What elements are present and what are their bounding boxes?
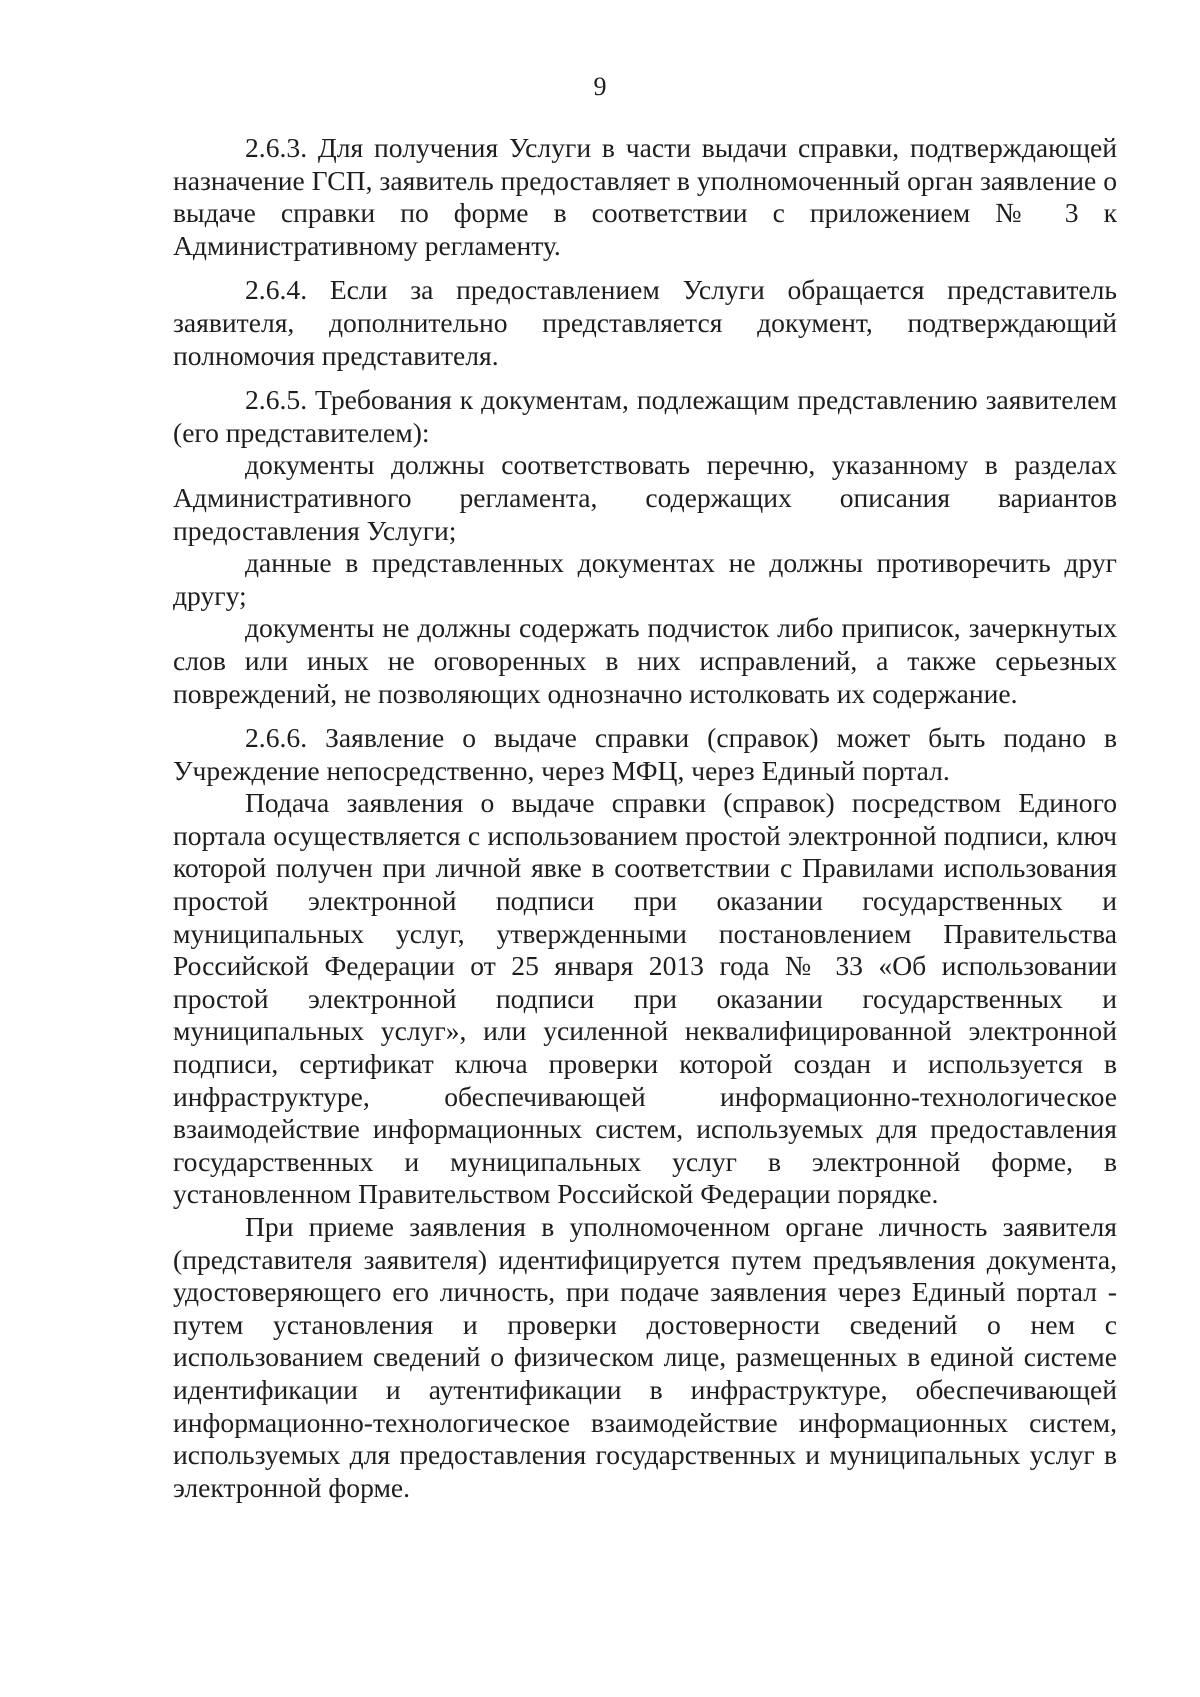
requirement-item-1: документы должны соответствовать перечню, указанному в разделах Административного регламента, содержащих описания вариантов предоставления Услуги; [173,449,1117,546]
page-number: 9 [593,72,607,101]
paragraph-2-6-6: 2.6.6. Заявление о выдаче справки (справок) может быть подано в Учреждение непосредственно, через МФЦ, через Единый портал. [173,722,1117,786]
requirement-item-2: данные в представленных документах не должны противоречить друг другу; [173,547,1117,611]
paragraph-2-6-5: 2.6.5. Требования к документам, подлежащим представлению заявителем (его представителем): [173,384,1117,448]
requirement-item-3: документы не должны содержать подчисток либо приписок, зачеркнутых слов или иных не оговоренных в них исправлений, а также серьезных повреждений, не позволяющих однозначно истолковать их содержание. [173,612,1117,709]
paragraph-2-6-3: 2.6.3. Для получения Услуги в части выдачи справки, подтверждающей назначение ГСП, заявитель предоставляет в уполномоченный орган заявление о выдаче справки по форме в соответствии с приложением № 3 к Административному регламенту. [173,132,1117,261]
document-body [173,132,1117,1504]
paragraph-2-6-4: 2.6.4. Если за предоставлением Услуги обращается представитель заявителя, дополнительно представляется документ, подтверждающий полномочия представителя. [173,274,1117,371]
paragraph-identification: При приеме заявления в уполномоченном органе личность заявителя (представителя заявителя) идентифицируется путем предъявления документа, удостоверяющего его личность, при подаче заявления через Единый портал - путем установления и проверки достоверности сведений о нем с использованием сведений о физическом лице, размещенных в единой системе идентификации и аутентификации в инфраструктуре, обеспечивающей информационно-технологическое взаимодействие информационных систем, используемых для предоставления государственных и муниципальных услуг в электронной форме. [173,1211,1117,1503]
paragraph-electronic-signature: Подача заявления о выдаче справки (справок) посредством Единого портала осуществляется с использованием простой электронной подписи, ключ которой получен при личной явке в соответствии с Правилами использования простой электронной подписи при оказании государственных и муниципальных услуг, утвержденными постановлением Правительства Российской Федерации от 25 января 2013 года № 33 «Об использовании простой электронной подписи при оказании государственных и муниципальных услуг», или усиленной неквалифицированной электронной подписи, сертификат ключа проверки которой создан и используется в инфраструктуре, обеспечивающей информационно-технологическое взаимодействие информационных систем, используемых для предоставления государственных и муниципальных услуг в электронной форме, в установленном Правительством Российской Федерации порядке. [173,787,1117,1210]
